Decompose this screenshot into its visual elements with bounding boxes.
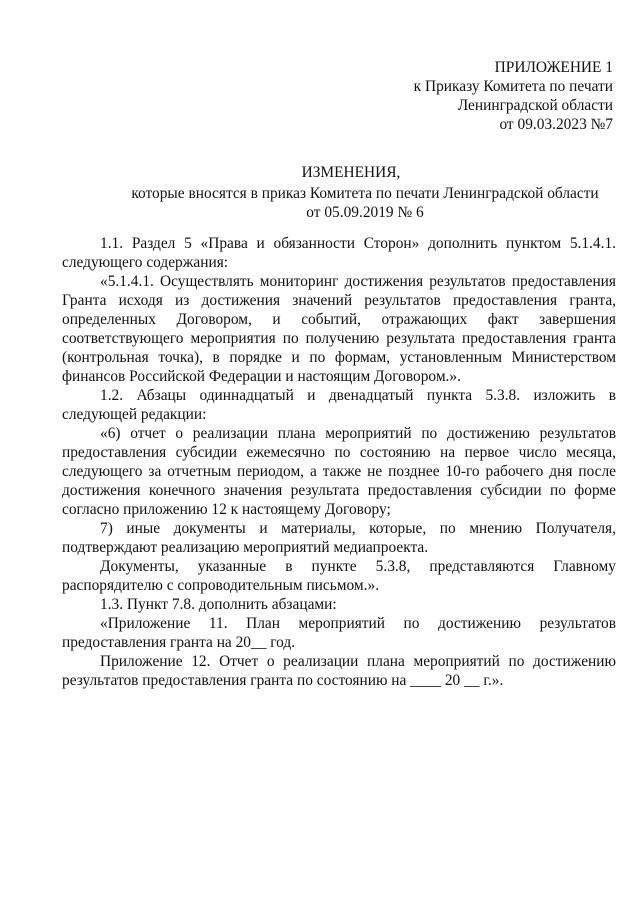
paragraph-appendix-12: [62, 652, 616, 690]
appendix-number: ПРИЛОЖЕНИЕ 1: [494, 59, 613, 76]
paragraph-1-1: [62, 234, 616, 272]
paragraph-line: 1.2. Абзацы одиннадцатый и двенадцатый пункта 5.3.8. изложить в: [100, 387, 616, 404]
appendix-order-ref: к Приказу Комитета по печати: [413, 78, 613, 95]
paragraph-line: следующего содержания:: [62, 254, 229, 271]
title-heading: ИЗМЕНЕНИЯ,: [301, 164, 401, 181]
paragraph-documents: [62, 557, 616, 595]
document-title: [60, 163, 620, 222]
paragraph-line: «Приложение 11. План мероприятий по достижению результатов: [100, 615, 616, 632]
appendix-region: Ленинградской области: [457, 97, 613, 114]
paragraph-line: следующей редакции:: [62, 406, 207, 423]
paragraph-appendix-11: [62, 614, 616, 652]
paragraph-line: достижения конечного значения результата предоставления субсидии по форме: [62, 482, 616, 499]
document-body: [62, 234, 616, 690]
paragraph-1-2: [62, 386, 616, 424]
paragraph-line: согласно приложению 12 к настоящему Договору;: [62, 501, 391, 518]
paragraph-line: следующего за отчетным периодом, а также не позднее 10-го рабочего дня после: [62, 463, 616, 480]
paragraph-line: финансов Российской Федерации и настоящим Договором.».: [62, 368, 461, 385]
paragraph-line: «6) отчет о реализации плана мероприятий по достижению результатов: [100, 425, 616, 442]
paragraph-line: 1.1. Раздел 5 «Права и обязанности Сторон» дополнить пунктом 5.1.4.1.: [100, 235, 616, 252]
paragraph-1-3: [62, 595, 616, 614]
paragraph-5-1-4-1: [62, 272, 616, 386]
paragraph-line: предоставления гранта на 20__ год.: [62, 634, 296, 651]
paragraph-line: 7) иные документы и материалы, которые, по мнению Получателя,: [100, 520, 616, 537]
paragraph-line: «5.1.4.1. Осуществлять мониторинг достижения результатов предоставления: [100, 273, 616, 290]
paragraph-item-6: [62, 424, 616, 519]
paragraph-line: 1.3. Пункт 7.8. дополнить абзацами:: [100, 596, 337, 613]
paragraph-line: соответствующего мероприятия по получению результата предоставления гранта: [62, 330, 616, 347]
paragraph-line: предоставления субсидии ежемесячно по состоянию на первое число месяца,: [62, 444, 616, 461]
paragraph-item-7: [62, 519, 616, 557]
paragraph-line: (контрольная точка), в порядке и по формам, установленным Министерством: [62, 349, 616, 366]
paragraph-line: Приложение 12. Отчет о реализации плана мероприятий по достижению: [100, 653, 616, 670]
paragraph-line: распорядителю с сопроводительным письмом.».: [62, 577, 380, 594]
paragraph-line: Документы, указанные в пункте 5.3.8, представляются Главному: [100, 558, 616, 575]
title-subheading: которые вносятся в приказ Комитета по печати Ленинградской области: [131, 185, 599, 202]
title-date: от 05.09.2019 № 6: [306, 204, 424, 221]
paragraph-line: Гранта исходя из достижения значений результатов предоставления гранта,: [62, 292, 616, 309]
paragraph-line: результатов предоставления гранта по состоянию на ____ 20 __ г.».: [62, 672, 504, 689]
appendix-header: [313, 58, 613, 134]
appendix-order-date: от 09.03.2023 №7: [499, 116, 613, 133]
paragraph-line: определенных Договором, и событий, отражающих факт завершения: [62, 311, 616, 328]
paragraph-line: подтверждают реализацию мероприятий медиапроекта.: [62, 539, 429, 556]
